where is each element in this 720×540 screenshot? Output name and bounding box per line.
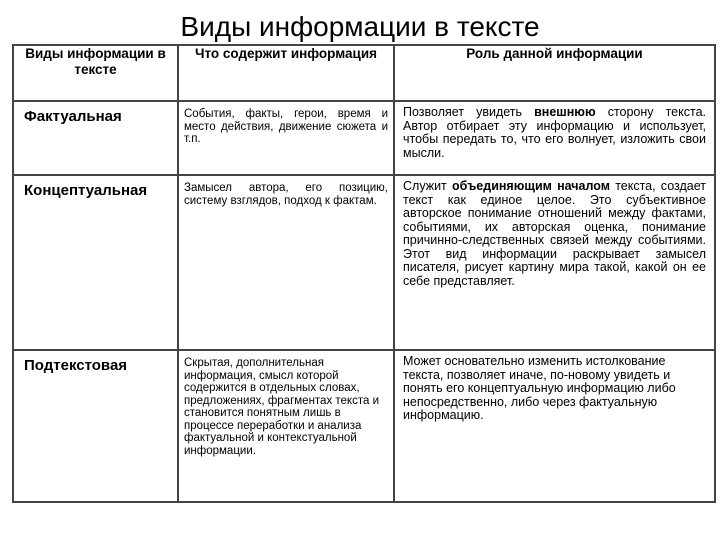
- row-role: [394, 350, 715, 502]
- row-type-subtext: Подтекстовая: [13, 350, 178, 502]
- row-type-conceptual: Концептуальная: [13, 175, 178, 350]
- row-type-factual: Фактуальная: [13, 101, 178, 175]
- row-role: [394, 175, 715, 350]
- row-content: Замысел автора, его позицию, систему взглядов, подход к фактам.: [178, 175, 394, 350]
- header-role: Роль данной информации: [394, 45, 715, 101]
- role-text: сторону текста. Автор отбирает эту информацию и использует, чтобы передать то, что его волнует, изложить свои мысли.: [403, 105, 706, 160]
- role-emphasis: внешнюю: [534, 105, 596, 119]
- table-row: [13, 175, 715, 350]
- table-header-row: [13, 45, 715, 101]
- header-types: Виды информации в тексте: [13, 45, 178, 101]
- row-content: Скрытая, дополнительная информация, смысл которой содержится в отдельных словах, предложениях, фрагментах текста и становится понятным лишь в процессе переработки и анализа фактуальной и контекстуальной информации.: [178, 350, 394, 502]
- table-row: [13, 350, 715, 502]
- table-row: [13, 101, 715, 175]
- role-emphasis: объединяющим началом: [452, 179, 610, 193]
- role-text: текста, создает текст как единое целое. Это субъективное авторское понимание отношений между фактами, событиями, их авторская оценка, понимание причинно-следственных связей между событиями. Этот вид информации раскрывает замысел писателя, рисует картину мира такой, какой он ее себе представляет.: [403, 179, 706, 288]
- role-text: Позволяет увидеть: [403, 105, 535, 119]
- info-types-table: [12, 44, 716, 503]
- role-text: Может основательно изменить истолкование текста, позволяет иначе, по-новому увидеть и понять его концептуальную информацию либо непосредственно, либо через фактуальную информацию.: [403, 354, 676, 422]
- row-role: [394, 101, 715, 175]
- role-text: Служит: [403, 179, 452, 193]
- header-content: Что содержит информация: [178, 45, 394, 101]
- row-content: События, факты, герои, время и место действия, движение сюжета и т.п.: [178, 101, 394, 175]
- page-title: Виды информации в тексте: [180, 11, 540, 42]
